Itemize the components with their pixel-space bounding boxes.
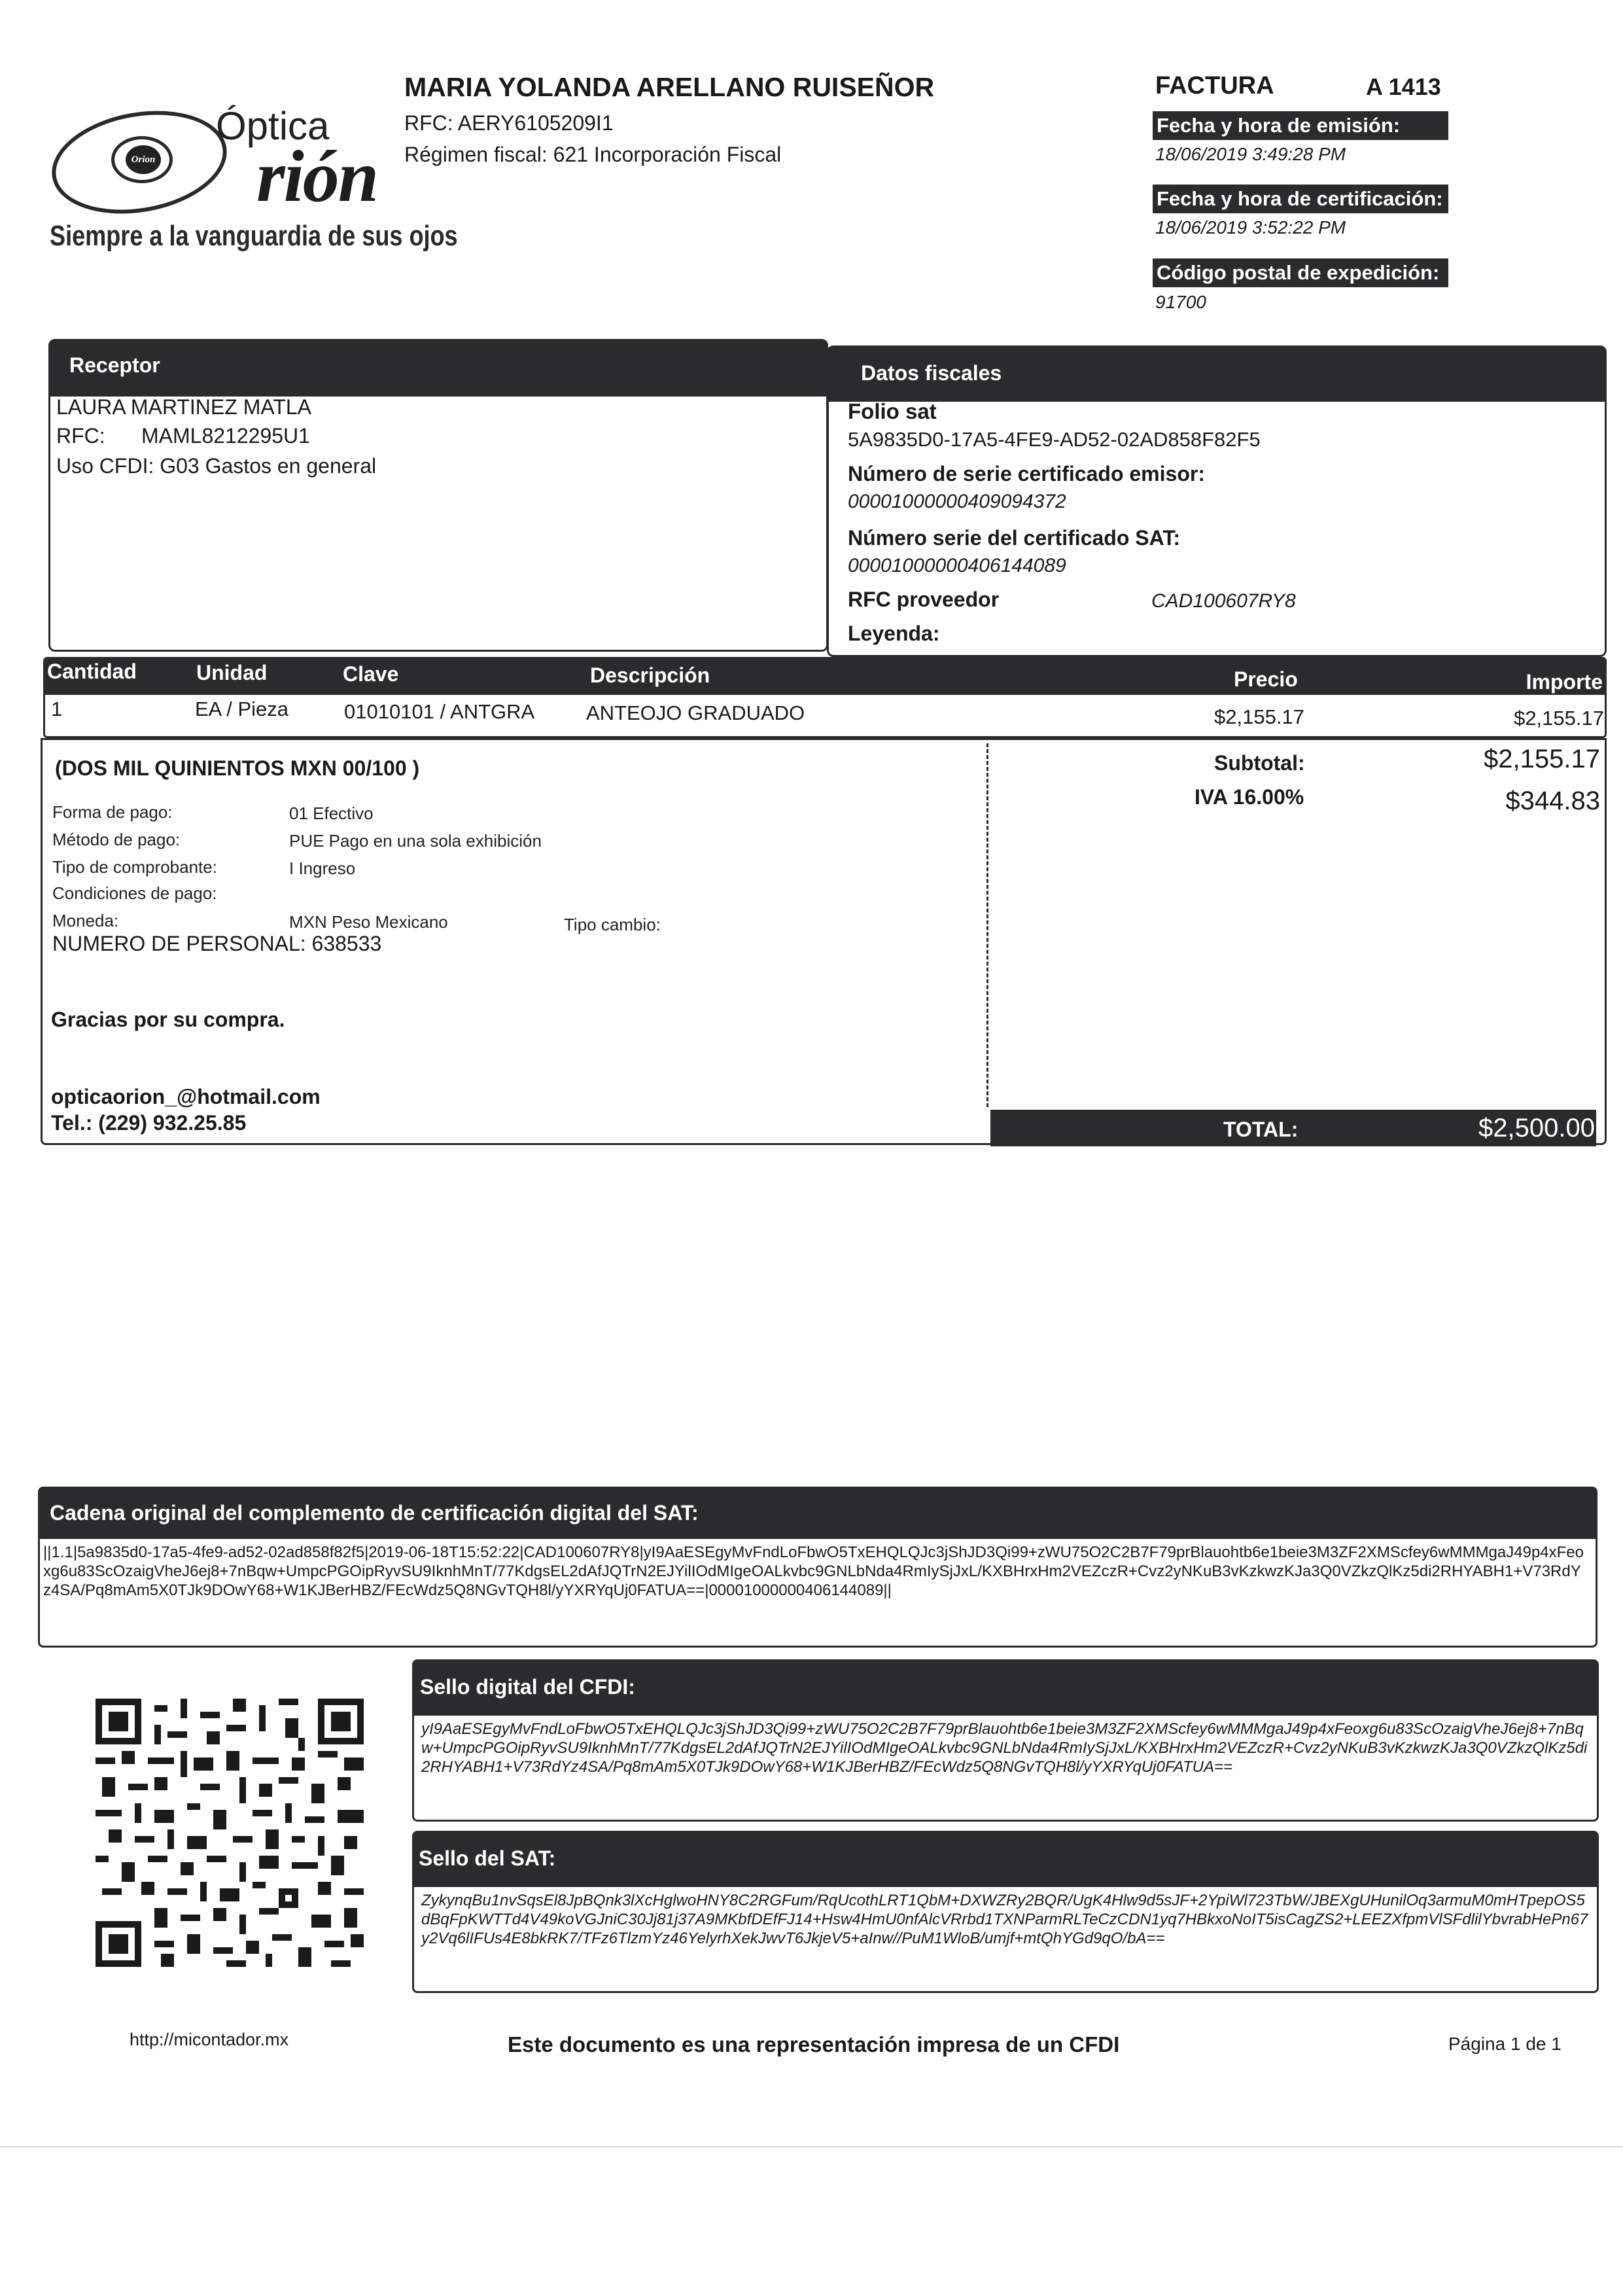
- footer-page: Página 1 de 1: [1448, 2034, 1562, 2054]
- receptor-name: LAURA MARTINEZ MATLA: [56, 395, 311, 419]
- logo-pupil-icon: Orion: [126, 145, 161, 174]
- sello-sat-title: Sello del SAT:: [413, 1832, 1597, 1887]
- cadena-text: ||1.1|5a9835d0-17a5-4fe9-ad52-02ad858f82f5|2019-06-18T15:52:22|CAD100607RY8|yI9AaESEgyMvFndLoFbwO5TxEHQLQJc3jShJD3Qi99+zWU75O2C2B7F79prBlauohtb6e1beie3M3ZF2XMScfey6wMMMgaJ49p4xFeoxg6u83ScOzaigVheJ6ej8+7nBqw+UmpcPGOipRyvSU9IknhMnT/77KdgsEL2dAfJQTrN2EJYilIOdMIgeOALkvbc9GNLbNda4RmIySjJxL/KXBHrxHm2VEZczR+Cvz2yNKuB3vKzkwzKJa3Q0VZkzQlKz5di2RHYABH1+V73RdYz4SA/Pq8mAm5X0TJk9DOwY68+W1KJBerHBZ/FEcWdz5Q8NGvTQH8l/yYXRYqUj0FATUA==|00001000000406144089||: [43, 1544, 1584, 1599]
- rfc-proveedor-label: RFC proveedor: [848, 588, 1000, 611]
- tipo-comprobante-label: Tipo de comprobante:: [52, 857, 217, 877]
- qr-code-icon: [96, 1699, 364, 1967]
- emission-value: 18/06/2019 3:49:28 PM: [1155, 144, 1346, 164]
- certification-value: 18/06/2019 3:52:22 PM: [1155, 217, 1346, 238]
- sello-cfdi-title: Sello digital del CFDI:: [413, 1661, 1597, 1716]
- invoice-type: FACTURA: [1155, 72, 1274, 99]
- cell-unidad: EA / Pieza: [195, 698, 289, 720]
- moneda-label: Moneda:: [52, 911, 119, 930]
- subtotal-value: $2,155.17: [1484, 745, 1600, 773]
- serie-sat-label: Número serie del certificado SAT:: [848, 526, 1180, 550]
- tipo-comprobante-value: I Ingreso: [289, 858, 356, 878]
- certification-label: Fecha y hora de certificación:: [1153, 185, 1448, 213]
- subtotal-label: Subtotal:: [1214, 751, 1305, 775]
- receptor-uso: Uso CFDI: G03 Gastos en general: [56, 454, 377, 478]
- emission-label: Fecha y hora de emisión:: [1153, 111, 1448, 140]
- sello-sat-text: ZykynqBu1nvSqsEl8JpBQnk3lXcHglwoHNY8C2RGFum/RqUcothLRT1QbM+DXWZRy2BQR/UgK4Hlw9d5sJF+2YpiWl723TbW/JBEXgUHunilOq3armuM0mHTpepOS5dBqFpKWTTd4V49koVGJniC30Jj81j37A9MKbfDEfFJ14+Hsw4HmU0nfAlcVRrbd1TXNParmRLTeCzCDN1yq7HBkxoNoIT5isCagZS2+LEEZXfpmVlSFdlilYbvrabHePn67y2Vq6lIFUs4E8bkRK7/TFz6TlzmYz46YelyrhXekJwvT6JkjeV5+aInw//PuM1WloB/umjf+mtQhYGd9qO/bA==: [421, 1892, 1588, 1947]
- receptor-rfc-label: RFC:: [56, 424, 105, 448]
- total-value: $2,500.00: [1478, 1114, 1595, 1142]
- postal-label: Código postal de expedición:: [1153, 258, 1448, 287]
- folio-label: Folio sat: [848, 399, 937, 423]
- receptor-rfc-value: MAML8212295U1: [141, 424, 310, 448]
- iva-value: $344.83: [1505, 786, 1600, 815]
- footer-notice: Este documento es una representación impresa de un CFDI: [508, 2032, 1120, 2057]
- col-clave: Clave: [343, 662, 399, 686]
- cell-clave: 01010101 / ANTGRA: [344, 700, 535, 723]
- logo-brand-top: Óptica: [216, 104, 330, 148]
- cell-precio: $2,155.17: [1214, 705, 1304, 728]
- numero-personal: NUMERO DE PERSONAL: 638533: [52, 932, 382, 955]
- summary-divider: [986, 743, 988, 1107]
- postal-value: 91700: [1155, 292, 1206, 312]
- issuer-regimen: Régimen fiscal: 621 Incorporación Fiscal: [404, 143, 782, 166]
- issuer-name: MARIA YOLANDA ARELLANO RUISEÑOR: [404, 72, 935, 102]
- logo-slogan: Siempre a la vanguardia de sus ojos: [50, 220, 458, 252]
- invoice-number: A 1413: [1366, 73, 1441, 100]
- moneda-value: MXN Peso Mexicano: [289, 912, 448, 932]
- page-edge-divider: [0, 2146, 1623, 2147]
- items-header-row: [44, 658, 1605, 695]
- receptor-title: Receptor: [50, 340, 827, 397]
- total-label: TOTAL:: [1223, 1118, 1299, 1141]
- col-descripcion: Descripción: [590, 663, 710, 687]
- cadena-title: Cadena original del complemento de certificación digital del SAT:: [39, 1488, 1596, 1539]
- col-unidad: Unidad: [196, 661, 268, 684]
- rfc-proveedor-value: CAD100607RY8: [1151, 590, 1296, 612]
- cell-descripcion: ANTEOJO GRADUADO: [586, 701, 805, 724]
- cell-importe: $2,155.17: [1514, 707, 1604, 730]
- logo-brand-main: rión: [256, 136, 377, 217]
- metodo-pago-value: PUE Pago en una sola exhibición: [289, 831, 542, 851]
- serie-sat-value: 00001000000406144089: [848, 555, 1066, 576]
- serie-emisor-label: Número de serie certificado emisor:: [848, 462, 1205, 486]
- cell-cantidad: 1: [51, 698, 63, 720]
- metodo-pago-label: Método de pago:: [52, 830, 181, 849]
- sello-cfdi-text: yI9AaESEgyMvFndLoFbwO5TxEHQLQJc3jShJD3Qi99+zWU75O2C2B7F79prBlauohtb6e1beie3M3ZF2XMScfey6wMMMgaJ49p4xFeoxg6u83ScOzaigVheJ6ej8+7nBqw+UmpcPGOipRyvSU9IknhMnT/77KdgsEL2dAfJQTrN2EJYilIOdMIgeOALkvbc9GNLbNda4RmIySjJxL/KXBHrxHm2VEZczR+Cvz2yNKuB3vKzkwzKJa3Q0VZkzQlKz5di2RHYABH1+V73RdYz4SA/Pq8mAm5X0TJk9DOwY68+W1KJBerHBZ/FEcWdz5Q8NGvTQH8l/yYXRYqUj0FATUA==: [421, 1720, 1588, 1776]
- condiciones-label: Condiciones de pago:: [52, 883, 217, 903]
- serie-emisor-value: 00001000000409094372: [848, 491, 1066, 512]
- issuer-rfc: RFC: AERY6105209I1: [404, 111, 614, 135]
- forma-pago-value: 01 Efectivo: [289, 804, 374, 823]
- iva-label: IVA 16.00%: [1195, 785, 1304, 809]
- thanks-message: Gracias por su compra.: [51, 1008, 285, 1031]
- contact-phone: Tel.: (229) 932.25.85: [51, 1111, 247, 1135]
- leyenda-label: Leyenda:: [848, 622, 940, 645]
- col-precio: Precio: [1234, 667, 1298, 691]
- fiscal-title: Datos fiscales: [828, 347, 1605, 402]
- contact-email: opticaorion_@hotmail.com: [51, 1085, 321, 1108]
- footer-url[interactable]: http://micontador.mx: [130, 2030, 289, 2049]
- folio-value: 5A9835D0-17A5-4FE9-AD52-02AD858F82F5: [848, 428, 1261, 451]
- col-cantidad: Cantidad: [47, 660, 137, 683]
- amount-in-words: (DOS MIL QUINIENTOS MXN 00/100 ): [55, 756, 420, 780]
- tipo-cambio-label: Tipo cambio:: [564, 915, 661, 934]
- forma-pago-label: Forma de pago:: [52, 802, 173, 822]
- col-importe: Importe: [1526, 670, 1603, 694]
